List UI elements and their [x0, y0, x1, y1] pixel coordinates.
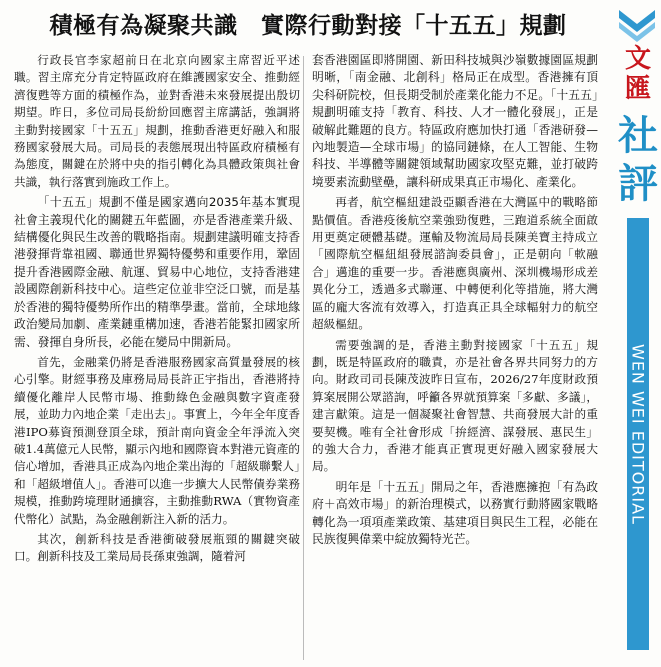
paragraph: 其次，創新科技是香港衝破發展瓶頸的關鍵突破口。創新科技及工業局局長孫東強調，隨着河 [14, 531, 300, 564]
paragraph: 需要強調的是，香港主動對接國家「十五五」規劃，既是特區政府的職責，亦是社會各界共同努力的方向。財政司司長陳茂波昨日宣布，2026/27年度財政預算案展開公眾諮詢，呼籲各界就預算案「多獻、多議」，建言獻策。這是一個凝聚社會智慧、共商發展大計的重要契機。唯有全社會形成「拚經濟、謀發展、惠民生」的強大合力，香港才能真正實現更好融入國家發展大局。 [312, 337, 598, 474]
column-divider [303, 56, 304, 660]
brand-char-2: 匯 [624, 74, 651, 104]
column-title-char-2: 評 [618, 160, 658, 207]
paragraph: 首先，金融業仍將是香港服務國家高質量發展的核心引擎。財經事務及庫務局局長許正宇指出，香港將持續優化離岸人民幣市場、推動綠色金融與數字資產發展，並助力內地企業「走出去」。事實上，今年全年度香港IPO募資預測登頂全球，預計南向資金全年淨流入突破1.4萬億元人民幣，顯示內地和國際資本對港元資產的信心增加，香港具正成為內地企業出海的「超級聯繫人」和「超級增值人」。香港可以進一步擴大人民幣債券業務規模，推動跨境理財通擴容，主動推動RWA（實物資產代幣化）試點，為金融創新注入新的活力。 [14, 354, 300, 526]
paragraph: 再者，航空樞紐建設亞顯香港在大灣區中的戰略節點價值。香港疫後航空業強勁復甦，三跑道系統全面啟用更奠定硬體基礎。運輸及物流局局長陳美寶主持成立「國際航空樞紐組發展諮詢委員會」，正是朝向「軟融合」邁進的重要一步。香港應與廣州、深圳機場形成差異化分工，透過多式聯運、中轉便利化等措施，將大灣區的龐大客流有效導入，打造真正具全球輻射力的航空超級樞紐。 [312, 195, 598, 332]
article-column-right [312, 52, 598, 664]
editorial-sidebar [611, 0, 661, 667]
brand-char-1: 文 [624, 44, 651, 74]
article-body [14, 52, 599, 664]
english-title: WEN WEI EDITORIAL [628, 343, 648, 525]
column-title [615, 112, 661, 208]
paragraph: 套香港園區即將開園、新田科技城與沙嶺數據園區規劃明晰，「南金融、北創科」格局正在成型。香港擁有頂尖科研院校，但長期受制於產業化能力不足。「十五五」規劃明確支持「教育、科技、人才一體化發展」，正是破解此難題的良方。特區政府應加快打通「香港研發—內地製造—全球市場」的協同鏈條，在人工智能、生物科技、半導體等關鍵領域幫助國家攻堅克難，並打破跨境要素流動壁壘，讓科研成果真正市場化、產業化。 [312, 53, 598, 189]
brand-logo [621, 44, 655, 104]
column-title-char-1: 社 [618, 112, 658, 159]
article-column-left [14, 52, 300, 664]
headline: 積極有為凝聚共識 實際行動對接「十五五」規劃 [49, 13, 567, 39]
paragraph: 行政長官李家超前日在北京向國家主席習近平述職。習主席充分肯定特區政府在維護國家安全、推動經濟復甦等方面的積極作為，並對香港未來發展提出殷切期望。昨日，多位司局長紛紛回應習主席講話，強調將主動對接國家「十五五」規劃，推動香港更好融入和服務國家發展大局。司局長的表態展現出特區政府積極有為態度，關鍵在於將中央的指引轉化為具體政策與社會共識，執行落實到施政工作上。 [14, 53, 300, 189]
paragraph: 「十五五」規劃不僅是國家邁向2035年基本實現社會主義現代化的關鍵五年藍圖，亦是香港產業升級、結構優化與民生改善的戰略指南。規劃建議明確支持香港發揮背靠祖國、聯通世界獨特優勢和重要作用，鞏固提升香港國際金融、航運、貿易中心地位，支持香港建設國際創新科技中心。這些定位並非空泛口號，而是基於香港的獨特優勢所作出的精準學畫。當前，全球地緣政治變局加劇、產業鏈重構加速，香港若能緊扣國家所需、發揮自身所長，必能在變局中開新局。 [14, 195, 300, 349]
paragraph: 明年是「十五五」開局之年，香港應擁抱「有為政府＋高效市場」的新治理模式，以務實行動將國家戰略轉化為一項項產業政策、基建項目與民生工程，必能在民族復興偉業中綻放獨特光芒。 [312, 479, 598, 546]
chevron-logo-icon [617, 8, 657, 42]
